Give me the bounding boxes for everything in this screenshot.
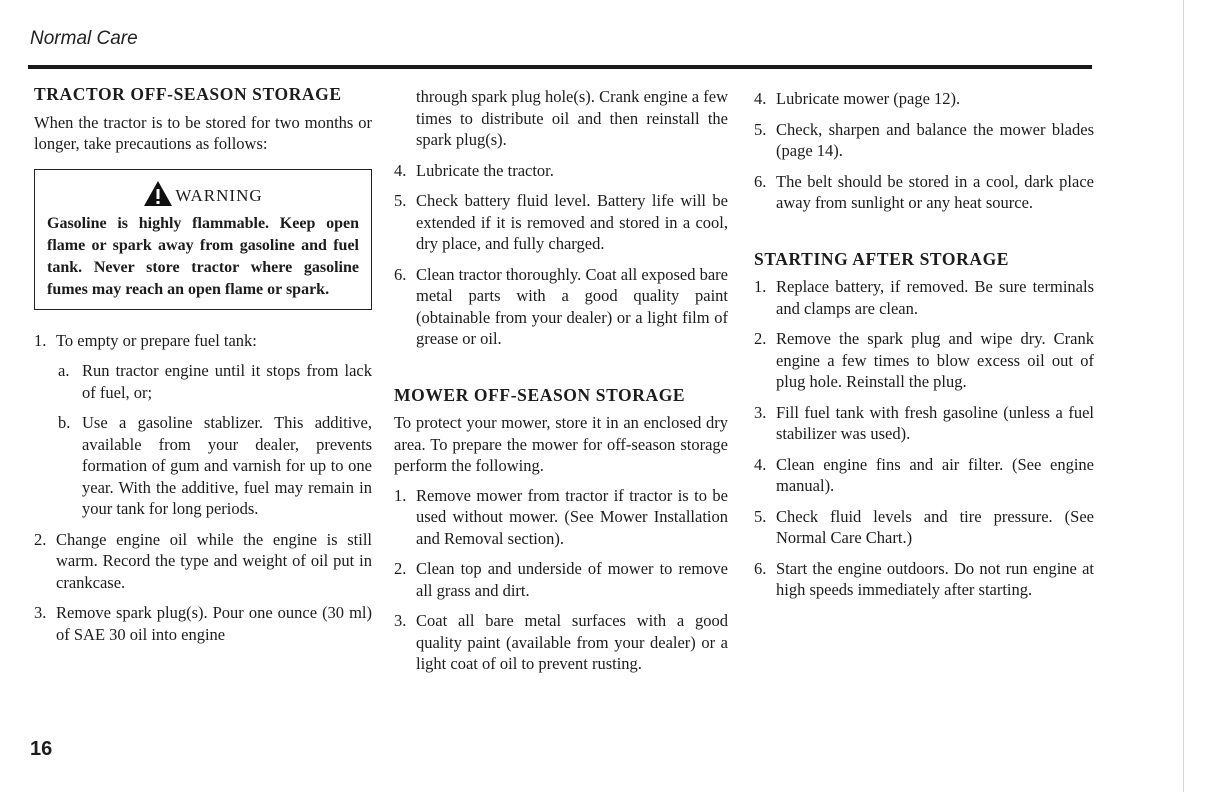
list-item bbox=[34, 529, 372, 594]
list-item-text: To empty or prepare fuel tank: bbox=[56, 330, 257, 350]
section-header: Normal Care bbox=[30, 28, 138, 49]
list-item bbox=[754, 171, 1094, 214]
list-item bbox=[754, 402, 1094, 445]
list-item-number: 3. bbox=[34, 603, 47, 622]
list-item-number: 2. bbox=[394, 559, 407, 578]
list-item bbox=[754, 328, 1094, 393]
header-rule bbox=[28, 65, 1092, 69]
list-item-text: The belt should be stored in a cool, dark place away from sunlight or any heat source. bbox=[776, 171, 1094, 212]
warning-triangle-icon bbox=[143, 180, 173, 207]
list-item-text: Remove spark plug(s). Pour one ounce (30 ml) of SAE 30 oil into engine bbox=[56, 603, 372, 644]
list-item bbox=[754, 276, 1094, 319]
column-1 bbox=[34, 84, 372, 654]
list-item bbox=[394, 190, 728, 255]
mower-storage-heading: MOWER OFF-SEASON STORAGE bbox=[394, 384, 686, 405]
list-item bbox=[754, 454, 1094, 497]
starting-after-storage-heading: STARTING AFTER STORAGE bbox=[754, 248, 1010, 269]
list-item bbox=[394, 264, 728, 350]
sub-list-item-text: Use a gasoline stablizer. This additive, available from your dealer, prevents formation of gum and varnish for up to one year. With the additive, fuel may remain in your tank for long periods. bbox=[82, 413, 372, 518]
list-item-text: Check fluid levels and tire pressure. (See Normal Care Chart.) bbox=[776, 506, 1094, 547]
section-spacer bbox=[754, 223, 1094, 249]
list-item-text: Change engine oil while the engine is still warm. Record the type and weight of oil put in crankcase. bbox=[56, 529, 372, 592]
list-item-number: 6. bbox=[754, 558, 767, 578]
list-item bbox=[754, 119, 1094, 162]
list-item-number: 3. bbox=[394, 611, 407, 630]
list-item-text: Check battery fluid level. Battery life will be extended if it is removed and stored in a cool, dry place, and fully charged. bbox=[416, 191, 728, 253]
list-item-text: Remove the spark plug and wipe dry. Crank engine a few times to blow excess oil out of plug hole. Reinstall the plug. bbox=[776, 329, 1094, 391]
tractor-storage-heading: TRACTOR OFF-SEASON STORAGE bbox=[34, 84, 342, 104]
list-item-text: Check, sharpen and balance the mower blades (page 14). bbox=[776, 119, 1094, 160]
list-item bbox=[394, 610, 728, 675]
sub-list-item-letter: b. bbox=[58, 413, 71, 432]
list-item-number: 1. bbox=[394, 485, 407, 505]
list-item-text: Clean top and underside of mower to remove all grass and dirt. bbox=[416, 559, 728, 600]
list-item bbox=[394, 485, 728, 550]
list-item bbox=[754, 506, 1094, 549]
list-item-number: 2. bbox=[754, 329, 767, 348]
list-item-number: 3. bbox=[754, 402, 767, 422]
warning-title: WARNING bbox=[175, 186, 263, 205]
list-item bbox=[754, 88, 1094, 110]
list-item bbox=[394, 160, 728, 182]
list-item bbox=[34, 330, 372, 352]
list-item-text: Fill fuel tank with fresh gasoline (unless a fuel stabilizer was used). bbox=[776, 402, 1094, 443]
list-item-text: Replace battery, if removed. Be sure terminals and clamps are clean. bbox=[776, 277, 1094, 318]
column-3 bbox=[754, 88, 1094, 610]
list-item-text: Coat all bare metal surfaces with a good quality paint (available from your dealer) or a light coat of oil to prevent rusting. bbox=[416, 611, 728, 673]
list-item-number: 5. bbox=[394, 191, 407, 210]
sub-list-item-text: Run tractor engine until it stops from lack of fuel, or; bbox=[82, 361, 372, 402]
list-item-text: through spark plug hole(s). Crank engine a few times to distribute oil and then reinstall the spark plug(s). bbox=[416, 87, 728, 149]
list-item-text: Lubricate the tractor. bbox=[416, 160, 554, 180]
list-item-number: 4. bbox=[754, 454, 767, 474]
list-item-number: 6. bbox=[754, 171, 767, 191]
list-item-number: 4. bbox=[754, 89, 767, 108]
list-item-number: 5. bbox=[754, 506, 767, 526]
page-number: 16 bbox=[30, 738, 53, 760]
sub-list-item bbox=[58, 412, 372, 520]
list-item-text: Clean engine fins and air filter. (See engine manual). bbox=[776, 454, 1094, 495]
list-item-text: Clean tractor thoroughly. Coat all exposed bare metal parts with a good quality paint (obtainable from your dealer) or a light film of grease or oil. bbox=[416, 264, 728, 348]
page-edge-line bbox=[1183, 0, 1184, 792]
list-item-number: 5. bbox=[754, 119, 767, 139]
list-item-number: 1. bbox=[754, 277, 767, 296]
list-item bbox=[34, 602, 372, 645]
mower-storage-intro: To protect your mower, store it in an enclosed dry area. To prepare the mower for off-season storage perform the following. bbox=[394, 413, 728, 475]
list-item-text: Remove mower from tractor if tractor is to be used without mower. (See Mower Installation and Removal section). bbox=[416, 485, 728, 548]
list-item-number: 4. bbox=[394, 160, 407, 180]
list-item-continued bbox=[394, 86, 728, 151]
sub-list-item-letter: a. bbox=[58, 361, 70, 380]
warning-box bbox=[34, 169, 372, 310]
list-item-number-blank bbox=[394, 86, 416, 151]
list-item-number: 1. bbox=[34, 330, 47, 350]
warning-title-row bbox=[47, 180, 359, 207]
list-item bbox=[394, 558, 728, 601]
warning-body: Gasoline is highly flammable. Keep open flame or spark away from gasoline and fuel tank. Never store tractor where gasoline fumes may reach an open flame or spark. bbox=[47, 214, 359, 298]
list-item bbox=[754, 558, 1094, 601]
tractor-storage-intro: When the tractor is to be stored for two months or longer, take precautions as follows: bbox=[34, 112, 372, 153]
list-item-number: 2. bbox=[34, 529, 47, 549]
column-2 bbox=[394, 86, 728, 684]
sub-list-item bbox=[58, 360, 372, 403]
section-spacer bbox=[394, 359, 728, 385]
list-item-text: Start the engine outdoors. Do not run engine at high speeds immediately after starting. bbox=[776, 558, 1094, 599]
list-item-text: Lubricate mower (page 12). bbox=[776, 89, 961, 108]
list-item-number: 6. bbox=[394, 264, 407, 284]
